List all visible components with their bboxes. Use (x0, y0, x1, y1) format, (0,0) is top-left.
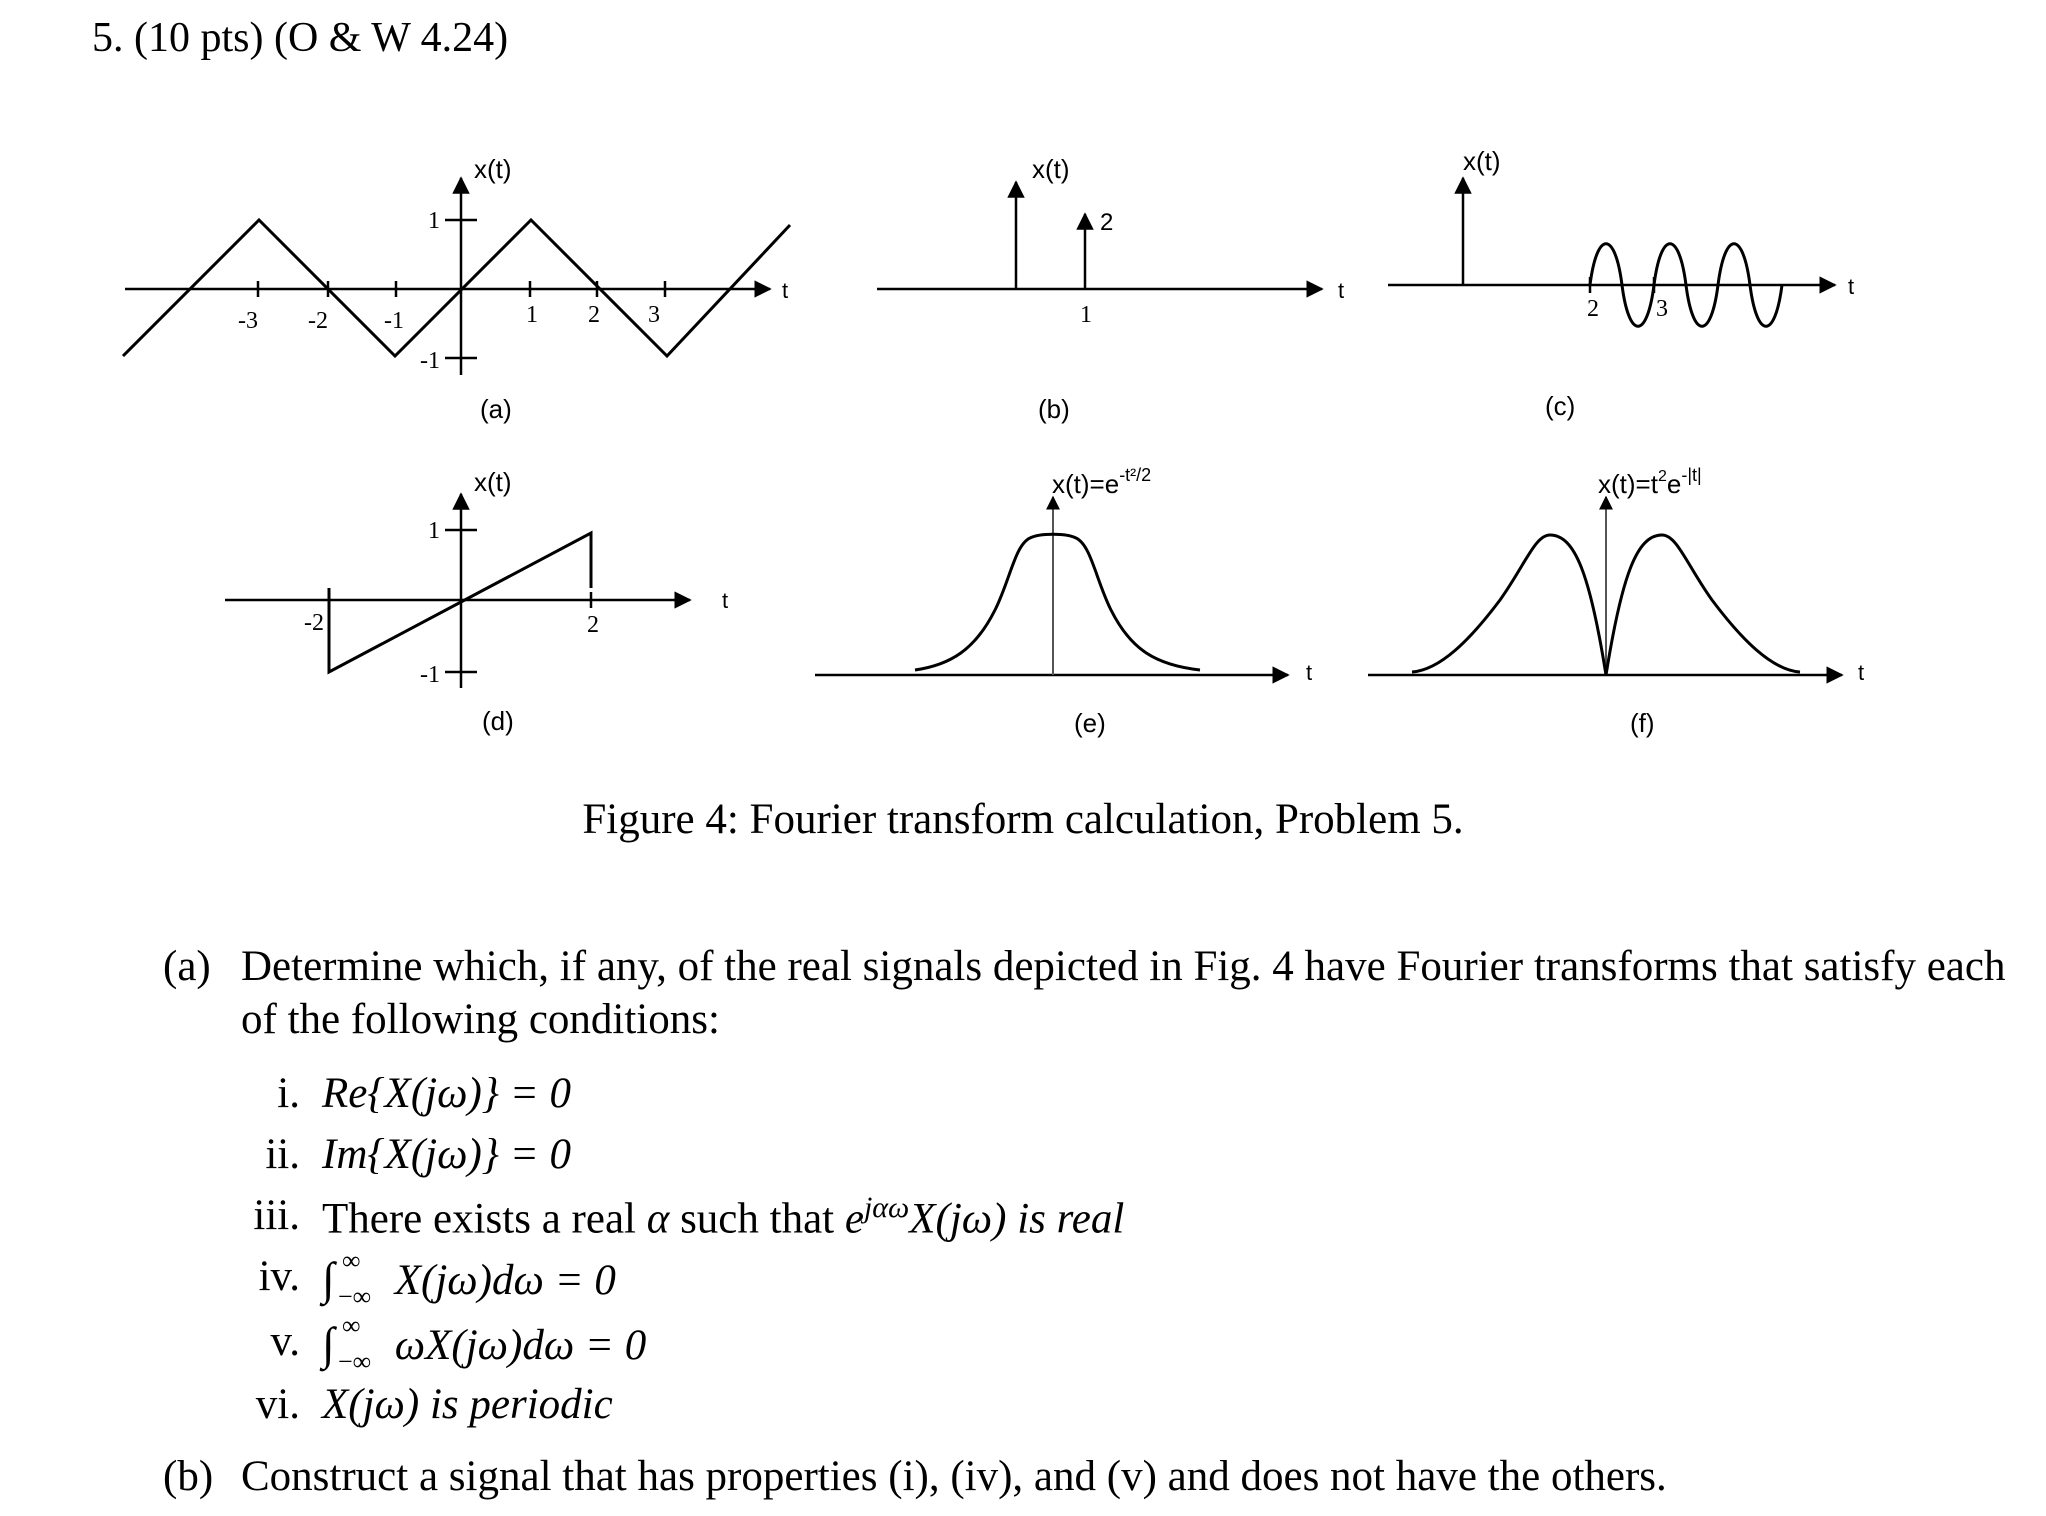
tick-a-x3: -1 (384, 308, 404, 334)
tick-a-y2: -1 (420, 348, 440, 374)
formula-e-exp: -t²/2 (1119, 465, 1152, 485)
label-c: (c) (1545, 391, 1576, 421)
condition-iii (253, 1191, 1125, 1243)
xlabel-f: t (1858, 660, 1865, 685)
condition-iii-alpha: α (646, 1195, 670, 1243)
tick-a-x6: 3 (648, 302, 660, 328)
plot-d (225, 494, 690, 688)
condition-iii-post: X(jω) is real (909, 1195, 1125, 1243)
label-b: (b) (1038, 394, 1070, 424)
tick-a-x4: 1 (526, 302, 538, 328)
label-d: (d) (482, 706, 514, 736)
plot-a (123, 178, 790, 375)
tick-d-x1: -2 (304, 610, 324, 636)
tick-d-y1: 1 (428, 518, 440, 544)
formula-e-base: x(t)=e (1052, 469, 1120, 499)
condition-iv-text: X(jω)dω = 0 (384, 1257, 616, 1304)
formula-f-base: x(t)=t (1598, 469, 1658, 499)
condition-v-num: v. (270, 1318, 300, 1365)
condition-iv (258, 1246, 616, 1311)
ylabel-a: x(t) (474, 154, 512, 184)
tick-a-x5: 2 (588, 302, 600, 328)
condition-iii-exp: jαω (863, 1191, 910, 1224)
condition-ii-num: ii. (265, 1131, 300, 1178)
tick-a-x2: -2 (308, 308, 328, 334)
integral-lower-v: −∞ (338, 1347, 372, 1376)
condition-iii-pre: There exists a real (322, 1195, 647, 1243)
condition-ii (265, 1130, 571, 1179)
condition-v (270, 1311, 647, 1376)
integral-sign-v: ∫ (322, 1318, 335, 1369)
problem-header: 5. (10 pts) (O & W 4.24) (92, 15, 509, 61)
xlabel-b: t (1338, 278, 1345, 303)
ylabel-b: x(t) (1032, 154, 1070, 184)
tick-d-x2: 2 (587, 612, 599, 638)
part-b-label: (b) (163, 1453, 214, 1500)
label-a: (a) (480, 394, 512, 424)
tick-c-x2: 3 (1656, 296, 1668, 322)
condition-iv-num: iv. (258, 1253, 300, 1300)
figure-caption: Figure 4: Fourier transform calculation, Problem 5. (582, 796, 1464, 843)
xlabel-d: t (722, 588, 729, 613)
part-a-label: (a) (163, 943, 211, 990)
xlabel-a: t (782, 278, 789, 303)
formula-f-e: e (1666, 469, 1682, 499)
integral-sign-iv: ∫ (322, 1253, 335, 1304)
xlabel-c: t (1848, 274, 1855, 299)
condition-i (277, 1069, 571, 1118)
condition-i-text: Re{X(jω)} = 0 (322, 1070, 571, 1117)
tick-a-y1: 1 (428, 208, 440, 234)
condition-vi (255, 1380, 613, 1429)
integral-upper-v: ∞ (342, 1311, 361, 1340)
integral-upper-iv: ∞ (342, 1246, 361, 1275)
plot-e (815, 497, 1288, 675)
formula-f-exp: -|t| (1681, 465, 1702, 485)
condition-iii-mid: such that (669, 1195, 845, 1243)
tick-b-x1: 1 (1080, 302, 1092, 328)
label-e: (e) (1074, 708, 1106, 738)
condition-v-text: ωX(jω)dω = 0 (384, 1322, 647, 1369)
condition-ii-text: Im{X(jω)} = 0 (322, 1131, 571, 1178)
tick-a-x1: -3 (238, 308, 258, 334)
tick-c-x1: 2 (1587, 296, 1599, 322)
integral-lower-iv: −∞ (338, 1282, 372, 1311)
impulse-label-b: 2 (1100, 209, 1114, 236)
gaussian-curve (915, 534, 1200, 670)
condition-i-num: i. (277, 1070, 300, 1117)
plot-c (1388, 178, 1835, 326)
part-a-text: Determine which, if any, of the real signals depicted in Fig. 4 have Fourier transforms that satisfy each of the following conditions: (241, 943, 2006, 1043)
condition-iii-num: iii. (253, 1192, 300, 1239)
formula-f-sq: 2 (1657, 468, 1667, 485)
formula-e (1052, 465, 1151, 499)
condition-vi-text: X(jω) is periodic (322, 1381, 613, 1428)
xlabel-e: t (1306, 660, 1313, 685)
part-b-text: Construct a signal that has properties (i), (iv), and (v) and does not have the others. (241, 1453, 1667, 1500)
tick-d-y2: -1 (420, 662, 440, 688)
ylabel-d: x(t) (474, 467, 512, 497)
label-f: (f) (1630, 708, 1655, 738)
plot-f (1368, 497, 1842, 675)
ylabel-c: x(t) (1463, 146, 1501, 176)
condition-iii-e: e (844, 1195, 864, 1243)
formula-f (1598, 465, 1702, 499)
condition-vi-num: vi. (255, 1381, 300, 1428)
